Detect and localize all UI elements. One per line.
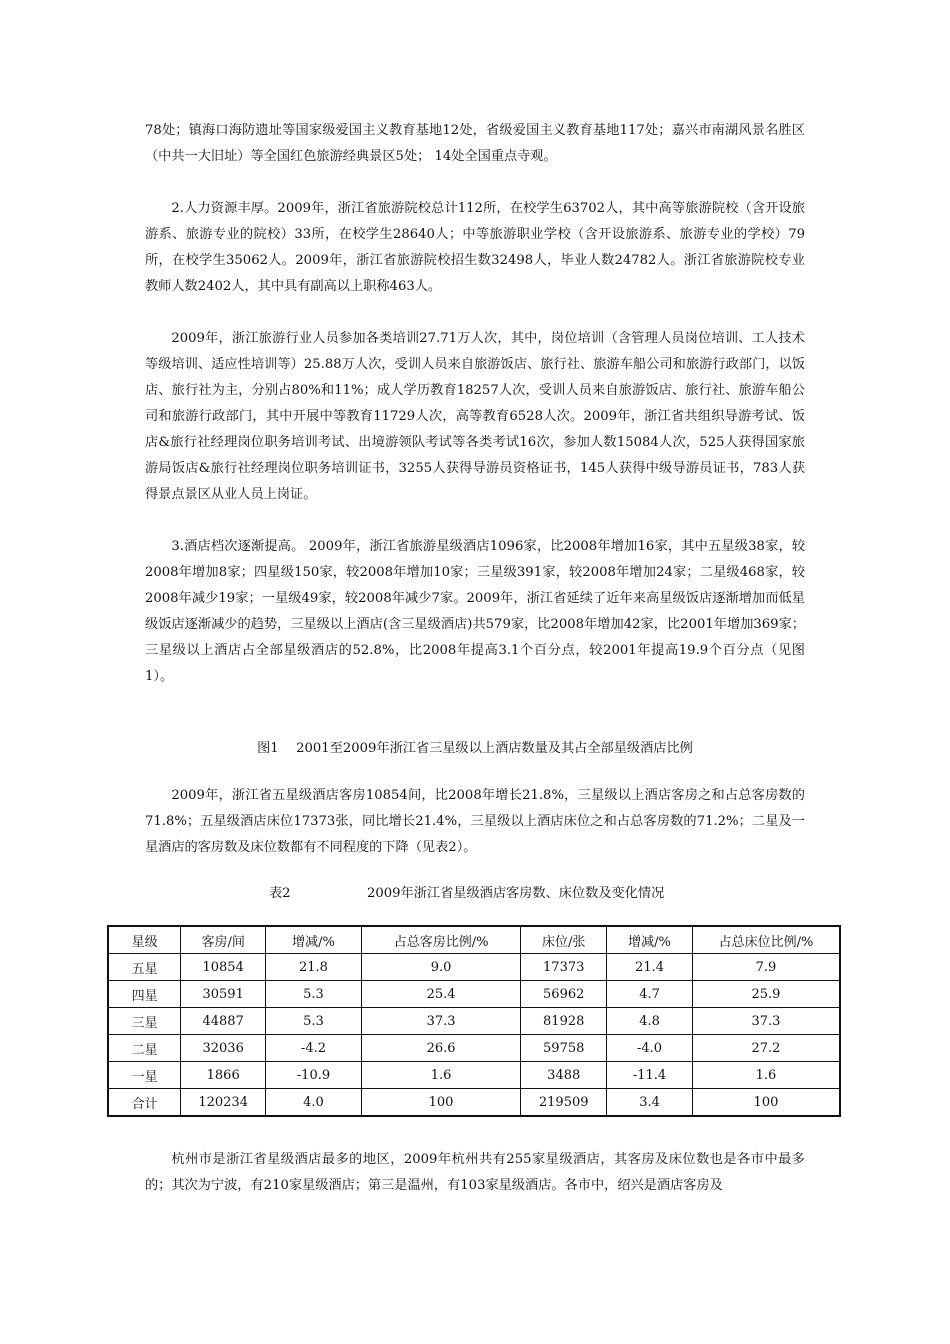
document-body-2 bbox=[145, 783, 805, 861]
table-cell: -4.0 bbox=[607, 1035, 693, 1062]
table-cell: 37.3 bbox=[692, 1008, 840, 1035]
table-header-cell: 客房/间 bbox=[181, 926, 266, 954]
document-body bbox=[145, 118, 805, 690]
table-header-cell: 占总客房比例/% bbox=[361, 926, 520, 954]
table-cell: 1.6 bbox=[361, 1062, 520, 1089]
table-cell: 1866 bbox=[181, 1062, 266, 1089]
table-cell: 4.7 bbox=[607, 981, 693, 1008]
paragraph-hotel-grade: 3.酒店档次逐渐提高。 2009年，浙江省旅游星级酒店1096家，比2008年增加16家，其中五星级38家，较2008年增加8家；四星级150家，较2008年增加10家；三星级391家，较2008年增加24家；二星级468家，较2008年减少19家；一星级49家，较2008年减少7家。2009年，浙江省延续了近年来高星级饭店逐渐增加而低星级饭店逐渐减少的趋势，三星级以上酒店(含三星级酒店)共579家，比2008年增加42家，比2001年增加369家；三星级以上酒店占全部星级酒店的52.8%，比2008年提高3.1个百分点，较2001年提高19.9个百分点（见图1）。 bbox=[145, 539, 805, 684]
table-cell: 25.4 bbox=[361, 981, 520, 1008]
table-cell: 26.6 bbox=[361, 1035, 520, 1062]
table-caption-number: 表2 bbox=[269, 886, 291, 901]
table-cell: 4.0 bbox=[266, 1089, 362, 1117]
table-cell: 100 bbox=[692, 1089, 840, 1117]
table-cell: 4.8 bbox=[607, 1008, 693, 1035]
table-cell: 81928 bbox=[521, 1008, 607, 1035]
table-cell: -4.2 bbox=[266, 1035, 362, 1062]
document-body-3 bbox=[145, 1147, 805, 1199]
table-cell: 五星 bbox=[108, 954, 181, 981]
table-row bbox=[108, 1008, 840, 1035]
table-cell: 59758 bbox=[521, 1035, 607, 1062]
figure-caption: 图1 2001至2009年浙江省三星级以上酒店数量及其占全部星级酒店比例 bbox=[257, 741, 693, 756]
table-header-cell: 增减/% bbox=[607, 926, 693, 954]
table-cell: 5.3 bbox=[266, 981, 362, 1008]
table-header-cell: 增减/% bbox=[266, 926, 362, 954]
table-cell: 四星 bbox=[108, 981, 181, 1008]
hotel-stats-table bbox=[107, 925, 841, 1117]
table-row bbox=[108, 981, 840, 1008]
table-cell: 二星 bbox=[108, 1035, 181, 1062]
table-cell: 44887 bbox=[181, 1008, 266, 1035]
table-cell: 9.0 bbox=[361, 954, 520, 981]
table-cell: 30591 bbox=[181, 981, 266, 1008]
table-cell: 17373 bbox=[521, 954, 607, 981]
table-cell: 37.3 bbox=[361, 1008, 520, 1035]
table-cell: 3488 bbox=[521, 1062, 607, 1089]
table-cell: 32036 bbox=[181, 1035, 266, 1062]
table-row bbox=[108, 954, 840, 981]
table-row bbox=[108, 1062, 840, 1089]
table-cell: 7.9 bbox=[692, 954, 840, 981]
table-row-total bbox=[108, 1089, 840, 1117]
table-cell: 3.4 bbox=[607, 1089, 693, 1117]
table-cell: 25.9 bbox=[692, 981, 840, 1008]
table-cell: 21.4 bbox=[607, 954, 693, 981]
table-header-cell: 占总床位比例/% bbox=[692, 926, 840, 954]
table-cell: 一星 bbox=[108, 1062, 181, 1089]
table-header-cell: 星级 bbox=[108, 926, 181, 954]
table-cell: 120234 bbox=[181, 1089, 266, 1117]
table-header-row bbox=[108, 926, 840, 954]
table-cell: 100 bbox=[361, 1089, 520, 1117]
paragraph-training: 2009年，浙江旅游行业人员参加各类培训27.71万人次，其中，岗位培训（含管理人员岗位培训、工人技术等级培训、适应性培训等）25.88万人次，受训人员来自旅游饭店、旅行社、旅游车船公司和旅游行政部门，以饭店、旅行社为主，分别占80%和11%；成人学历教育18257人次，受训人员来自旅游饭店、旅行社、旅游车船公司和旅游行政部门，其中开展中等教育11729人次，高等教育6528人次。2009年，浙江省共组织导游考试、饭店&旅行社经理岗位职务培训考试、出境游领队考试等各类考试16次，参加人数15084人次，525人获得国家旅游局饭店&旅行社经理岗位职务培训证书，3255人获得导游员资格证书，145人获得中级导游员证书，783人获得景点景区从业人员上岗证。 bbox=[145, 331, 805, 502]
table-cell: 27.2 bbox=[692, 1035, 840, 1062]
table-cell: 5.3 bbox=[266, 1008, 362, 1035]
paragraph-human-resources: 2.人力资源丰厚。2009年，浙江省旅游院校总计112所，在校学生63702人，其中高等旅游院校（含开设旅游系、旅游专业的院校）33所，在校学生28640人；中等旅游职业学校（含开设旅游系、旅游专业的学校）79所，在校学生35062人。2009年，浙江省旅游院校招生数32498人，毕业人数24782人。浙江省旅游院校专业教师人数2402人，其中具有副高以上职称463人。 bbox=[145, 201, 805, 294]
table-cell: 56962 bbox=[521, 981, 607, 1008]
table-cell: 10854 bbox=[181, 954, 266, 981]
table-caption-title: 2009年浙江省星级酒店客房数、床位数及变化情况 bbox=[367, 886, 665, 901]
table-cell: -10.9 bbox=[266, 1062, 362, 1089]
paragraph-heritage-sites: 78处；镇海口海防遗址等国家级爱国主义教育基地12处，省级爱国主义教育基地117处；嘉兴市南湖风景名胜区（中共一大旧址）等全国红色旅游经典景区5处； 14处全国重点寺观。 bbox=[145, 123, 805, 164]
table-cell: 合计 bbox=[108, 1089, 181, 1117]
table-header-cell: 床位/张 bbox=[521, 926, 607, 954]
table-cell: 三星 bbox=[108, 1008, 181, 1035]
table-cell: -11.4 bbox=[607, 1062, 693, 1089]
table-row bbox=[108, 1035, 840, 1062]
table-cell: 21.8 bbox=[266, 954, 362, 981]
paragraph-room-stats: 2009年，浙江省五星级酒店客房10854间，比2008年增长21.8%，三星级以上酒店客房之和占总客房数的71.8%；五星级酒店床位17373张，同比增长21.4%，三星级以上酒店床位之和占总客房数的71.2%；二星及一星酒店的客房数及床位数都有不同程度的下降（见表2）。 bbox=[145, 788, 805, 855]
paragraph-city-ranking: 杭州市是浙江省星级酒店最多的地区，2009年杭州共有255家星级酒店，其客房及床位数也是各市中最多的；其次为宁波，有210家星级酒店；第三是温州，有103家星级酒店。各市中，绍兴是酒店客房及 bbox=[145, 1152, 805, 1193]
table-cell: 1.6 bbox=[692, 1062, 840, 1089]
table-cell: 219509 bbox=[521, 1089, 607, 1117]
